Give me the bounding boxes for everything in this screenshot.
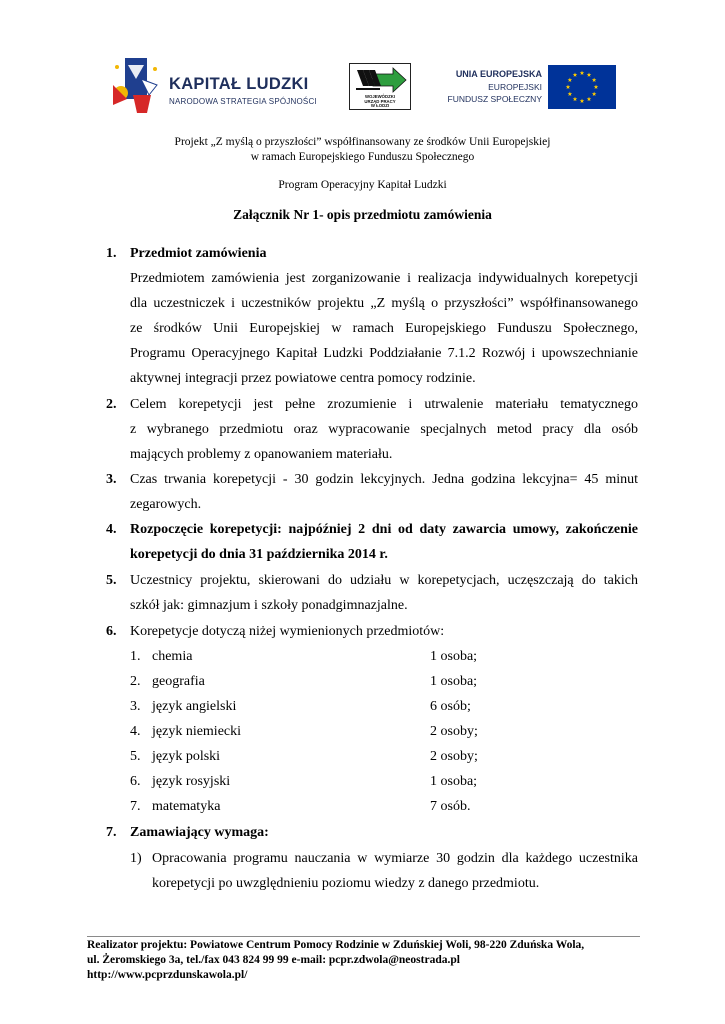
section-1-line-4: Programu Operacyjnego Kapitał Ludzki Poddziałanie 7.1.2 Rozwój i upowszechnianie bbox=[130, 346, 638, 361]
subject-name: chemia bbox=[152, 649, 193, 664]
subject-count: 6 osób; bbox=[430, 699, 471, 714]
wup-line2: URZĄD PRACY bbox=[364, 98, 396, 104]
project-line-2: w ramach Europejskiego Funduszu Społecznego bbox=[250, 151, 475, 163]
wup-line3: W ŁODZI bbox=[370, 103, 390, 109]
wup-lodz-logo bbox=[349, 63, 411, 110]
section-5-line-2: szkół jak: gimnazjum i szkoły ponadgimnazjalne. bbox=[130, 598, 408, 613]
subject-number: 1. bbox=[130, 649, 141, 664]
wup-text bbox=[352, 95, 408, 109]
subject-name: język rosyjski bbox=[152, 774, 231, 789]
subject-count: 2 osoby; bbox=[430, 749, 478, 764]
subject-count: 2 osoby; bbox=[430, 724, 478, 739]
section-1-number: 1. bbox=[106, 246, 117, 261]
section-1-line-2: dla uczestniczek i uczestników projektu „Z myślą o przyszłości” współfinansowanego bbox=[130, 296, 638, 311]
eu-line1: UNIA EUROPEJSKA bbox=[455, 69, 542, 79]
section-7-number: 7. bbox=[106, 825, 117, 840]
section-4-number: 4. bbox=[106, 522, 117, 537]
subject-number: 4. bbox=[130, 724, 141, 739]
kapital-ludzki-subtitle: NARODOWA STRATEGIA SPÓJNOŚCI bbox=[169, 97, 317, 106]
wup-arrow-icon bbox=[353, 66, 407, 94]
eu-flag-icon bbox=[548, 65, 616, 109]
document-title: Załącznik Nr 1- opis przedmiotu zamówienia bbox=[233, 207, 492, 222]
footer-line-1: Realizator projektu: Powiatowe Centrum Pomocy Rodzinie w Zduńskiej Woli, 98-220 Zduńska Wola, bbox=[87, 939, 585, 951]
section-5-number: 5. bbox=[106, 573, 117, 588]
section-1-line-5: aktywnej integracji przez powiatowe centra pomocy rodzinie. bbox=[130, 371, 476, 386]
footer-line-2: ul. Żeromskiego 3a, tel./fax 043 824 99 99 e-mail: pcpr.zdwola@neostrada.pl bbox=[87, 954, 460, 966]
subject-number: 7. bbox=[130, 799, 141, 814]
footer-line-3: http://www.pcprzdunskawola.pl/ bbox=[87, 969, 248, 981]
wup-line1: WOJEWÓDZKI bbox=[364, 94, 396, 99]
section-1-heading: Przedmiot zamówienia bbox=[130, 246, 267, 261]
subject-number: 2. bbox=[130, 674, 141, 689]
kapital-ludzki-logo bbox=[111, 55, 326, 115]
section-5-line-1: Uczestnicy projektu, skierowani do udziału w korepetycjach, uczęszczają do takich bbox=[130, 573, 638, 588]
project-line-1: Projekt „Z myślą o przyszłości” współfinansowany ze środków Unii Europejskiej bbox=[174, 136, 551, 148]
subject-name: język niemiecki bbox=[152, 724, 242, 739]
section-7-item-line-1: Opracowania programu nauczania w wymiarze 30 godzin dla każdego uczestnika bbox=[152, 851, 638, 866]
subject-number: 6. bbox=[130, 774, 141, 789]
eu-logo bbox=[448, 64, 618, 109]
subject-count: 7 osób. bbox=[430, 799, 471, 814]
kapital-ludzki-title: KAPITAŁ LUDZKI bbox=[169, 75, 309, 93]
subject-name: język polski bbox=[152, 749, 221, 764]
section-2-line-3: mających problemy z opanowaniem materiału. bbox=[130, 447, 393, 462]
section-3-line-1: Czas trwania korepetycji - 30 godzin lekcyjnych. Jedna godzina lekcyjna= 45 minut bbox=[130, 472, 638, 487]
eu-line3: FUNDUSZ SPOŁECZNY bbox=[447, 94, 542, 104]
subject-name: matematyka bbox=[152, 799, 221, 814]
section-7-heading: Zamawiający wymaga: bbox=[130, 825, 269, 840]
subject-number: 3. bbox=[130, 699, 141, 714]
section-6-number: 6. bbox=[106, 624, 117, 639]
subject-name: geografia bbox=[152, 674, 205, 689]
section-1-line-1: Przedmiotem zamówienia jest zorganizowanie i realizacja indywidualnych korepetycji bbox=[130, 271, 638, 286]
kapital-ludzki-emblem-icon bbox=[111, 55, 161, 115]
section-7-item-line-2: korepetycji po uwzględnieniu poziomu wiedzy z danego przedmiotu. bbox=[152, 876, 540, 891]
section-6-intro: Korepetycje dotyczą niżej wymienionych przedmiotów: bbox=[130, 624, 445, 639]
section-4-line-2: korepetycji do dnia 31 października 2014 r. bbox=[130, 547, 388, 562]
section-1-line-3: ze środków Unii Europejskiej w ramach Europejskiego Funduszu Społecznego, bbox=[130, 321, 638, 336]
program-name: Program Operacyjny Kapitał Ludzki bbox=[278, 179, 447, 191]
subject-name: język angielski bbox=[152, 699, 237, 714]
footer-divider bbox=[87, 936, 640, 937]
section-4-line-1: Rozpoczęcie korepetycji: najpóźniej 2 dni od daty zawarcia umowy, zakończenie bbox=[130, 522, 638, 537]
section-2-line-2: z wybranego przedmiotu oraz wypracowanie specjalnych metod pracy dla osób bbox=[130, 422, 638, 437]
section-2-number: 2. bbox=[106, 397, 117, 412]
section-3-line-2: zegarowych. bbox=[130, 497, 202, 512]
subject-number: 5. bbox=[130, 749, 141, 764]
section-2-line-1: Celem korepetycji jest pełne zrozumienie i utrwalenie materiału tematycznego bbox=[130, 397, 638, 412]
eu-line2: EUROPEJSKI bbox=[488, 82, 542, 92]
subject-count: 1 osoba; bbox=[430, 649, 478, 664]
subject-count: 1 osoba; bbox=[430, 774, 478, 789]
section-7-item-number: 1) bbox=[130, 851, 142, 866]
section-3-number: 3. bbox=[106, 472, 117, 487]
subject-count: 1 osoba; bbox=[430, 674, 478, 689]
